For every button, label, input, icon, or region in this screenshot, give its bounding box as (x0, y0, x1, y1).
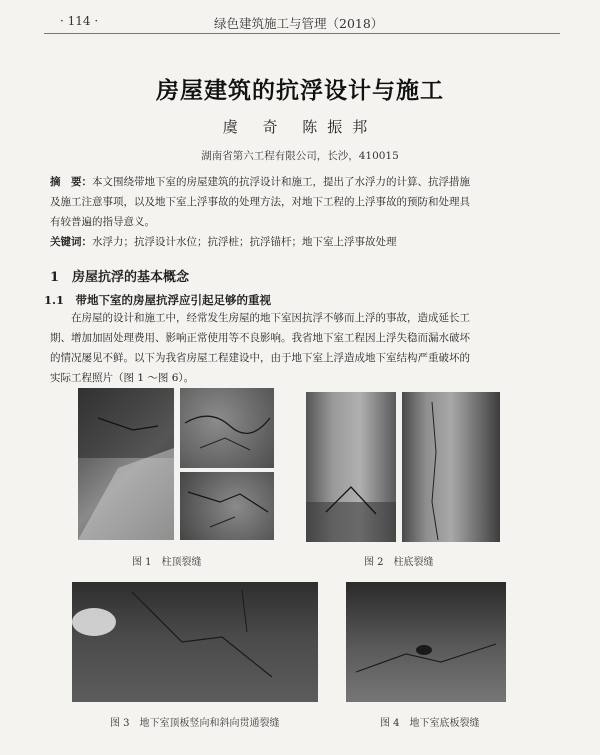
body-line: 的情况屡见不鲜。以下为我省房屋工程建设中，由于地下室上浮造成地下室结构严重破坏的 (50, 352, 470, 364)
crack-lines (180, 388, 274, 468)
figure-2-caption: 图 2 柱底裂缝 (364, 557, 434, 568)
body-line: 实际工程照片（图 1 ～图 6）。 (50, 372, 195, 384)
keywords: 水浮力；抗浮设计水位；抗浮桩；抗浮锚杆；地下室上浮事故处理 (92, 236, 397, 248)
section-1-1-heading: 1.1 带地下室的房屋抗浮应引起足够的重视 (44, 293, 272, 307)
page-number: · 114 · (60, 14, 99, 28)
abstract-line: 及施工注意事项，以及地下室上浮事故的处理方法，对地下工程的上浮事故的预防和处理具 (50, 196, 470, 208)
abstract-label: 摘 要： (50, 176, 92, 188)
figure-3-photo (72, 582, 318, 702)
figure-4-photo (346, 582, 506, 702)
crack-lines (72, 582, 318, 702)
body-line: 期、增加加固处理费用、影响正常使用等不良影响。我省地下室工程因上浮失稳而漏水破坏 (50, 332, 470, 344)
body-line: 在房屋的设计和施工中，经常发生房屋的地下室因抗浮不够而上浮的事故，造成延长工 (71, 312, 470, 324)
journal-header: 绿色建筑施工与管理（2018） (214, 16, 384, 31)
figure-3-caption: 图 3 地下室顶板竖向和斜向贯通裂缝 (110, 718, 280, 729)
keywords-label: 关键词： (50, 236, 92, 248)
section-1-heading: 1 房屋抗浮的基本概念 (50, 270, 190, 285)
keywords-line (50, 232, 560, 252)
figure-1-photo-left (78, 388, 174, 540)
figure-2-photo-left (306, 392, 396, 542)
crack-lines (180, 472, 274, 540)
header-rule (44, 33, 560, 34)
abstract-line: 摘 要：本文围绕带地下室的房屋建筑的抗浮设计和施工，提出了水浮力的计算、抗浮措施 (50, 176, 470, 188)
figure-1-photo-bottom-right (180, 472, 274, 540)
abstract-line: 有较普遍的指导意义。 (50, 216, 155, 228)
article-title: 房屋建筑的抗浮设计与施工 (156, 77, 444, 104)
abstract (50, 172, 560, 252)
figure-2-photo-right (402, 392, 500, 542)
crack-lines (346, 582, 506, 702)
figure-1-caption: 图 1 柱顶裂缝 (132, 557, 202, 568)
figure-1-photo-top-right (180, 388, 274, 468)
crack-lines (306, 392, 396, 542)
figure-4-caption: 图 4 地下室底板裂缝 (380, 718, 480, 729)
author-affiliation: 湖南省第六工程有限公司，长沙，410015 (201, 150, 399, 162)
crack-lines (402, 392, 500, 542)
crack-lines (78, 388, 174, 540)
article-authors: 虞 奇 陈振邦 (222, 118, 378, 136)
body-paragraph (50, 308, 560, 388)
